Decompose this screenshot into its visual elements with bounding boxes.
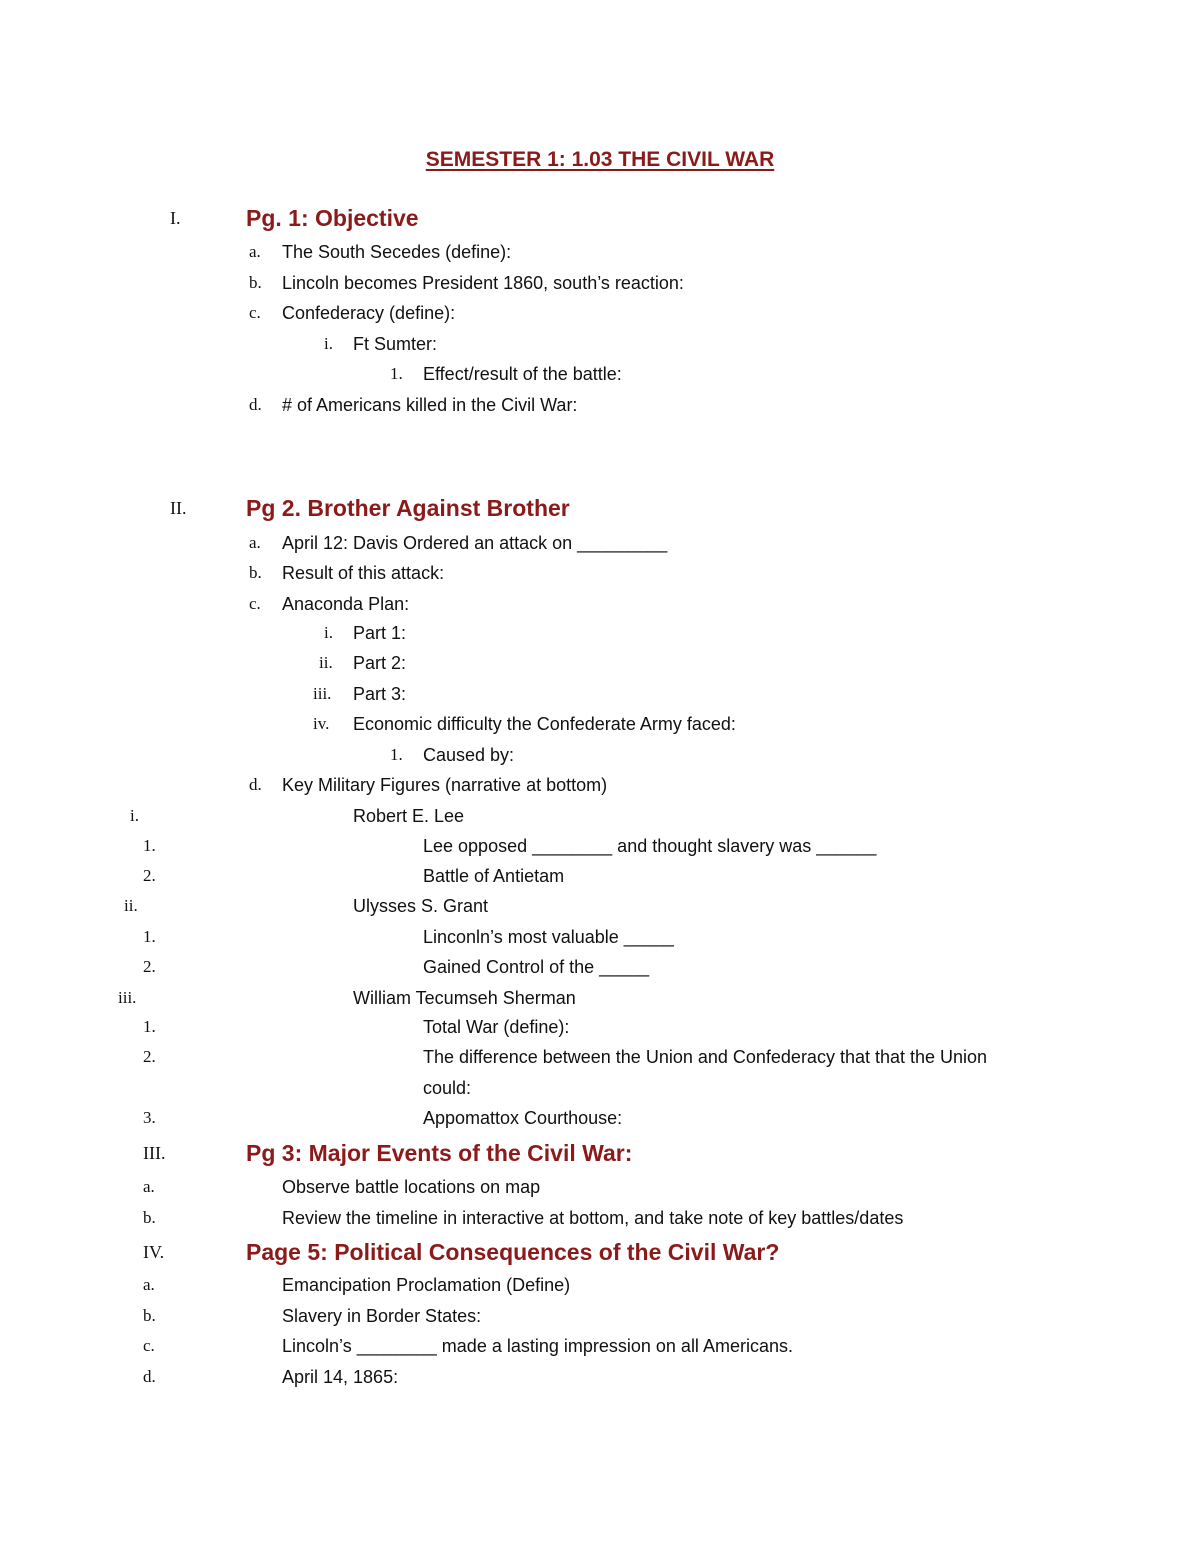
list-marker: 1. <box>143 836 156 855</box>
list-marker: iii. <box>118 988 137 1007</box>
list-item-text: Battle of Antietam <box>423 866 565 886</box>
list-marker: i. <box>130 806 139 825</box>
list-marker: a. <box>249 242 261 261</box>
list-item-text: The difference between the Union and Confederacy that that the Union <box>423 1047 988 1067</box>
list-marker: b. <box>143 1306 156 1325</box>
page-title: SEMESTER 1: 1.03 THE CIVIL WAR <box>425 148 775 171</box>
list-marker: d. <box>249 775 262 794</box>
list-item-text: The South Secedes (define): <box>282 242 512 262</box>
list-item-text: Key Military Figures (narrative at bottom) <box>282 775 608 795</box>
list-item-text: Part 2: <box>353 653 407 673</box>
list-item-text: # of Americans killed in the Civil War: <box>282 395 578 415</box>
list-item-text: Part 3: <box>353 684 407 704</box>
list-marker: a. <box>249 533 261 552</box>
list-item-text: Confederacy (define): <box>282 303 456 323</box>
list-marker: b. <box>249 273 262 292</box>
list-marker: i. <box>324 334 333 353</box>
list-item-text: Effect/result of the battle: <box>423 364 622 384</box>
list-marker: ii. <box>319 653 333 672</box>
list-item-text: Economic difficulty the Confederate Army faced: <box>353 714 736 734</box>
section-numeral: III. <box>143 1143 166 1163</box>
section-numeral: II. <box>170 498 187 518</box>
list-item-text: Lincoln becomes President 1860, south’s reaction: <box>282 273 684 293</box>
list-item-text-continued: could: <box>423 1078 472 1098</box>
section-numeral: I. <box>170 208 181 228</box>
list-marker: 3. <box>143 1108 156 1127</box>
list-item-text: Robert E. Lee <box>353 806 465 826</box>
list-marker: a. <box>143 1275 155 1294</box>
list-item-text: Lee opposed ________ and thought slavery was ______ <box>423 836 877 856</box>
section-numeral: IV. <box>143 1242 165 1262</box>
list-marker: 2. <box>143 957 156 976</box>
list-item-text: Anaconda Plan: <box>282 594 410 614</box>
list-marker: iv. <box>313 714 330 733</box>
list-marker: iii. <box>313 684 332 703</box>
list-item-text: Observe battle locations on map <box>282 1177 541 1197</box>
list-item-text: Lincoln’s ________ made a lasting impression on all Americans. <box>282 1336 793 1356</box>
list-marker: d. <box>143 1367 156 1386</box>
list-marker: b. <box>249 563 262 582</box>
list-item-text: Linconln’s most valuable _____ <box>423 927 674 947</box>
list-item-text: William Tecumseh Sherman <box>353 988 576 1008</box>
list-item-text: Result of this attack: <box>282 563 445 583</box>
list-item-text: Part 1: <box>353 623 407 643</box>
list-item-text: Total War (define): <box>423 1017 570 1037</box>
list-marker: 1. <box>143 1017 156 1036</box>
list-item-text: Emancipation Proclamation (Define) <box>282 1275 571 1295</box>
list-item-text: April 14, 1865: <box>282 1367 399 1387</box>
list-item-text: Review the timeline in interactive at bottom, and take note of key battles/dates <box>282 1208 904 1228</box>
list-marker: c. <box>249 303 261 322</box>
list-marker: 1. <box>390 364 403 383</box>
list-item-text: Gained Control of the _____ <box>423 957 650 977</box>
list-item-text: Caused by: <box>423 745 515 765</box>
section-heading: Page 5: Political Consequences of the Civil War? <box>246 1239 780 1265</box>
list-marker: 1. <box>143 927 156 946</box>
list-marker: c. <box>249 594 261 613</box>
section-heading: Pg. 1: Objective <box>246 205 419 231</box>
list-marker: d. <box>249 395 262 414</box>
list-marker: 2. <box>143 866 156 885</box>
list-marker: a. <box>143 1177 155 1196</box>
list-item-text: April 12: Davis Ordered an attack on _________ <box>282 533 668 553</box>
list-item-text: Ft Sumter: <box>353 334 438 354</box>
list-item-text: Ulysses S. Grant <box>353 896 489 916</box>
list-marker: 1. <box>390 745 403 764</box>
list-item-text: Slavery in Border States: <box>282 1306 482 1326</box>
section-heading: Pg 2. Brother Against Brother <box>246 495 570 521</box>
section-heading: Pg 3: Major Events of the Civil War: <box>246 1140 633 1166</box>
list-item-text: Appomattox Courthouse: <box>423 1108 623 1128</box>
list-marker: i. <box>324 623 333 642</box>
list-marker: 2. <box>143 1047 156 1066</box>
list-marker: c. <box>143 1336 155 1355</box>
list-marker: b. <box>143 1208 156 1227</box>
list-marker: ii. <box>124 896 138 915</box>
